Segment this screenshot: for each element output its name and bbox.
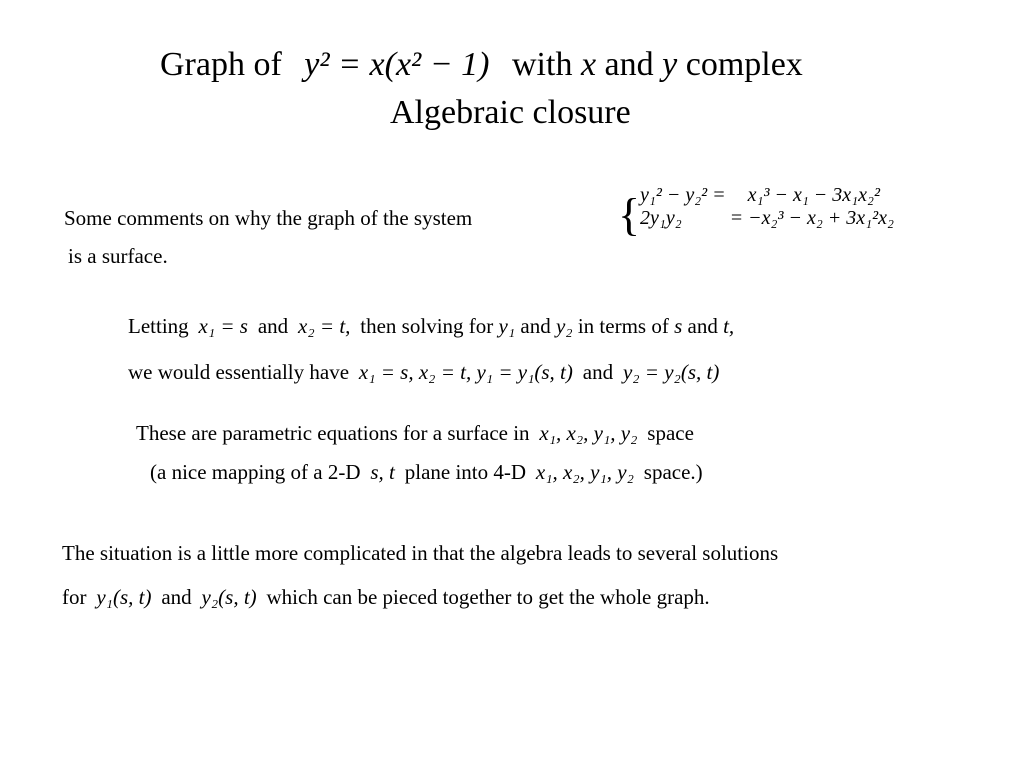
system-eq1-lhs: y₁² − y₂² = [640, 184, 726, 206]
letting-y1: y₁ [498, 314, 516, 338]
mapping-st: s, t [370, 460, 395, 484]
letting-sub1: x₁ = s [198, 314, 248, 338]
mapping-suffix: space.) [643, 460, 703, 484]
title-with: with [512, 46, 573, 83]
mapping-line [150, 460, 703, 485]
situation-end: which can be pieced together to get the whole graph. [266, 585, 710, 609]
title-and: and [604, 46, 654, 83]
system-brace: { [618, 189, 641, 240]
title-var-x: x [580, 46, 597, 83]
situation-y2st: y₂(s, t) [201, 585, 257, 609]
essentially-prefix: we would essentially have [128, 360, 350, 384]
letting-sub2: x₂ = t, [298, 314, 351, 338]
parametric-line [136, 421, 694, 446]
letting-and2: and [520, 314, 551, 338]
letting-mid: then solving for [360, 314, 494, 338]
system-comment-line-1: Some comments on why the graph of the system [64, 206, 473, 230]
letting-end: in terms of [577, 314, 669, 338]
system-row-2 [638, 207, 896, 230]
system-eq1-rhs: x₁³ − x₁ − 3x₁x₂² [747, 184, 880, 206]
parametric-vars: x₁, x₂, y₁, y₂ [539, 421, 638, 445]
essentially-eqs: x₁ = s, x₂ = t, y₁ = y₁(s, t) [358, 360, 573, 384]
title-equation: y² = x(x² − 1) [304, 46, 490, 83]
situation-for: for [62, 585, 87, 609]
letting-and3: and [687, 314, 718, 338]
title-prefix: Graph of [160, 46, 282, 83]
letting-y2: y₂ [555, 314, 573, 338]
letting-word: Letting [128, 314, 189, 338]
title-line-2: Algebraic closure [390, 94, 631, 131]
letting-s: s [674, 314, 683, 338]
letting-t: t, [723, 314, 735, 338]
situation-and: and [161, 585, 192, 609]
mapping-vars: x₁, x₂, y₁, y₂ [535, 460, 634, 484]
title-complex: complex [685, 46, 803, 83]
situation-line-1: The situation is a little more complicated in that the algebra leads to several solutions [62, 541, 779, 565]
letting-and1: and [257, 314, 289, 338]
essentially-eq-y2: y₂ = y₂(s, t) [622, 360, 720, 384]
system-comment-line-2: is a surface. [68, 244, 168, 268]
letting-line [128, 314, 734, 339]
situation-y1st: y₁(s, t) [96, 585, 152, 609]
mapping-prefix: (a nice mapping of a 2-D [150, 460, 361, 484]
title-line-1 [160, 46, 803, 84]
title-var-y: y [662, 46, 678, 83]
parametric-suffix: space [647, 421, 694, 445]
mapping-plane: plane into 4-D [404, 460, 527, 484]
essentially-line [128, 360, 724, 385]
situation-line-2 [62, 585, 710, 610]
essentially-and: and [582, 360, 614, 384]
system-eq2-lhs: 2y₁y₂ [640, 207, 682, 229]
system-equations [638, 184, 896, 230]
system-row-1 [638, 184, 896, 207]
parametric-prefix: These are parametric equations for a surface in [136, 421, 530, 445]
system-eq2-rhs: = −x₂³ − x₂ + 3x₁²x₂ [729, 207, 894, 229]
